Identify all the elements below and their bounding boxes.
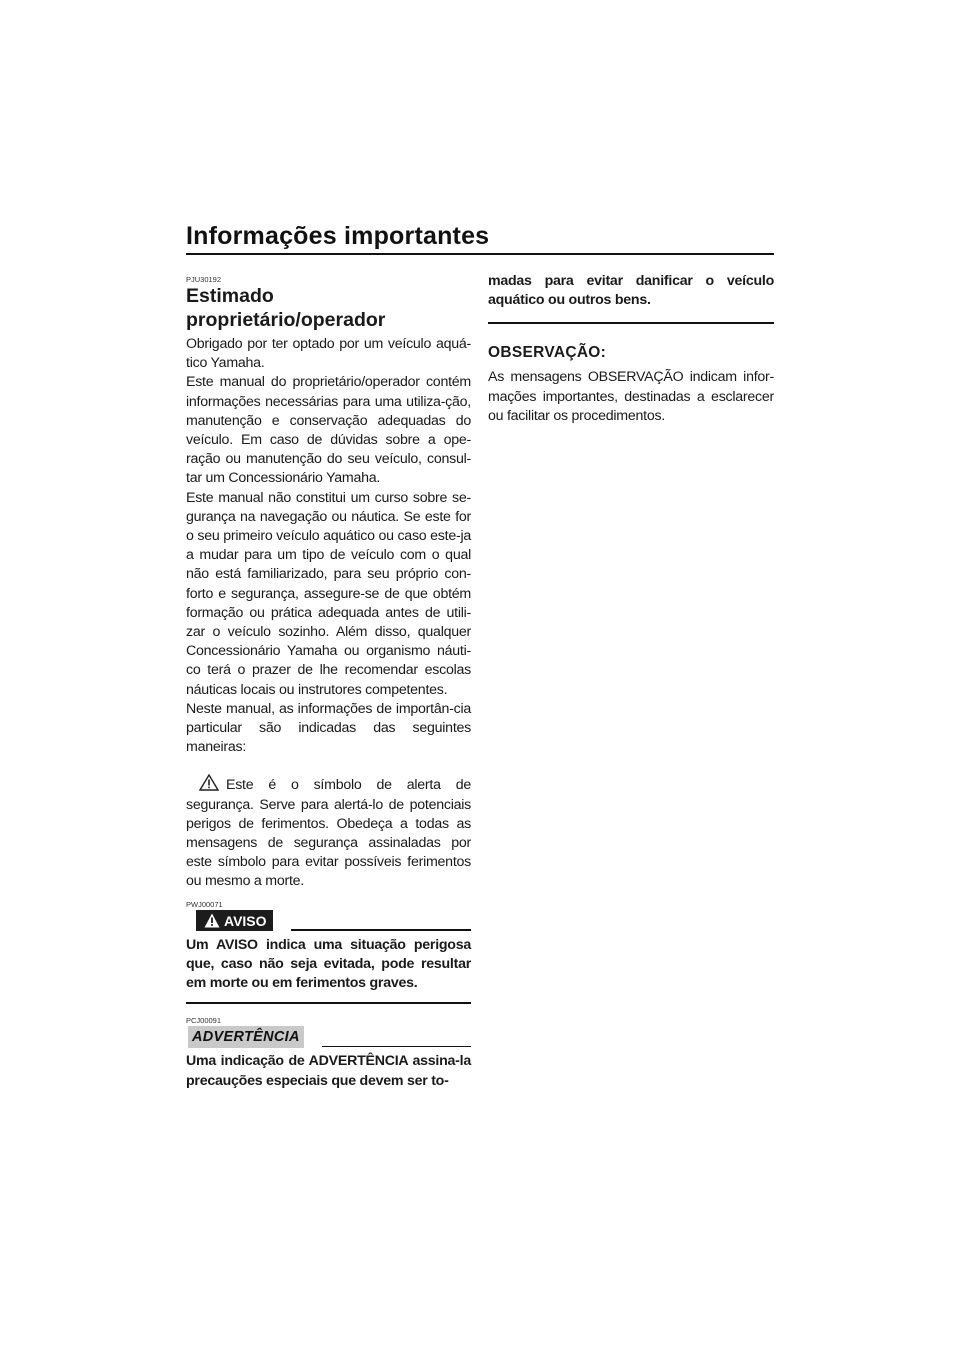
observacao-heading: OBSERVAÇÃO: (488, 344, 607, 362)
advertencia-bottom-rule (488, 322, 774, 324)
aviso-label-text: AVISO (224, 912, 267, 929)
advertencia-text: Uma indicação de ADVERTÊNCIA assina-la precauções especiais que devem ser to- (186, 1053, 471, 1089)
manual-paragraph: Este manual do proprietário/operador contém informações necessárias para uma utiliza-ção, manutenção e conservação adequadas do veículo. Em caso de dúvidas sobre a ope-ração ou manutenção do seu veículo, consul-tar um Concessionário Yamaha. (186, 374, 471, 487)
advertencia-box (186, 1016, 471, 1090)
safety-alert-icon (199, 774, 219, 791)
aviso-bottom-rule (186, 1002, 471, 1004)
left-column (186, 275, 471, 1091)
section-heading: Estimado proprietário/operador (186, 285, 386, 331)
aviso-box (186, 900, 471, 1005)
section-code: PJU30192 (186, 275, 222, 284)
advertencia-text-continued: madas para evitar danificar o veículo aquático ou outros bens. (488, 273, 774, 309)
aviso-text: Um AVISO indica uma situação perigosa que, caso não seja evitada, pode resultar em morte ou em ferimentos graves. (186, 936, 471, 992)
advertencia-label: ADVERTÊNCIA (188, 1026, 304, 1048)
advertencia-code: PCJ00091 (186, 1016, 222, 1026)
aviso-code: PWJ00071 (186, 899, 223, 909)
warning-icon (204, 913, 220, 928)
observacao-text: As mensagens OBSERVAÇÃO indicam infor-mações importantes, destinadas a esclarecer ou facilitar os procedimentos. (488, 369, 774, 424)
advertencia-label-rule (322, 1046, 471, 1048)
safety-symbol-paragraph (186, 774, 471, 891)
page-title: Informações importantes (186, 222, 490, 250)
title-divider (186, 253, 774, 255)
right-column (488, 272, 774, 426)
intro-paragraph: Obrigado por ter optado por um veículo aquá-tico Yamaha. (186, 336, 471, 372)
safety-symbol-text: Este é o símbolo de alerta de segurança. Serve para alertá-lo de potenciais perigos de ferimentos. Obedeça a todas as mensagens de segurança assinaladas por este símbolo para evitar possíveis ferimentos ou mesmo a morte. (186, 777, 471, 890)
aviso-label (196, 910, 273, 931)
notation-paragraph: Neste manual, as informações de importân-cia particular são indicadas das seguintes maneiras: (186, 700, 471, 756)
aviso-label-rule (291, 929, 471, 931)
safety-course-paragraph: Este manual não constitui um curso sobre se-gurança na navegação ou náutica. Se este for o seu primeiro veículo aquático ou caso este-ja a mudar para um tipo de veículo com o qual não está familiarizado, para seu próprio con-forto e segurança, assegure-se de que obtém formação ou prática adequada antes de utili-zar o veículo sozinho. Além disso, qualquer Concessionário Yamaha ou organismo náuti-co terá o prazer de lhe recomendar escolas náuticas locais ou instrutores competentes. (186, 489, 471, 698)
